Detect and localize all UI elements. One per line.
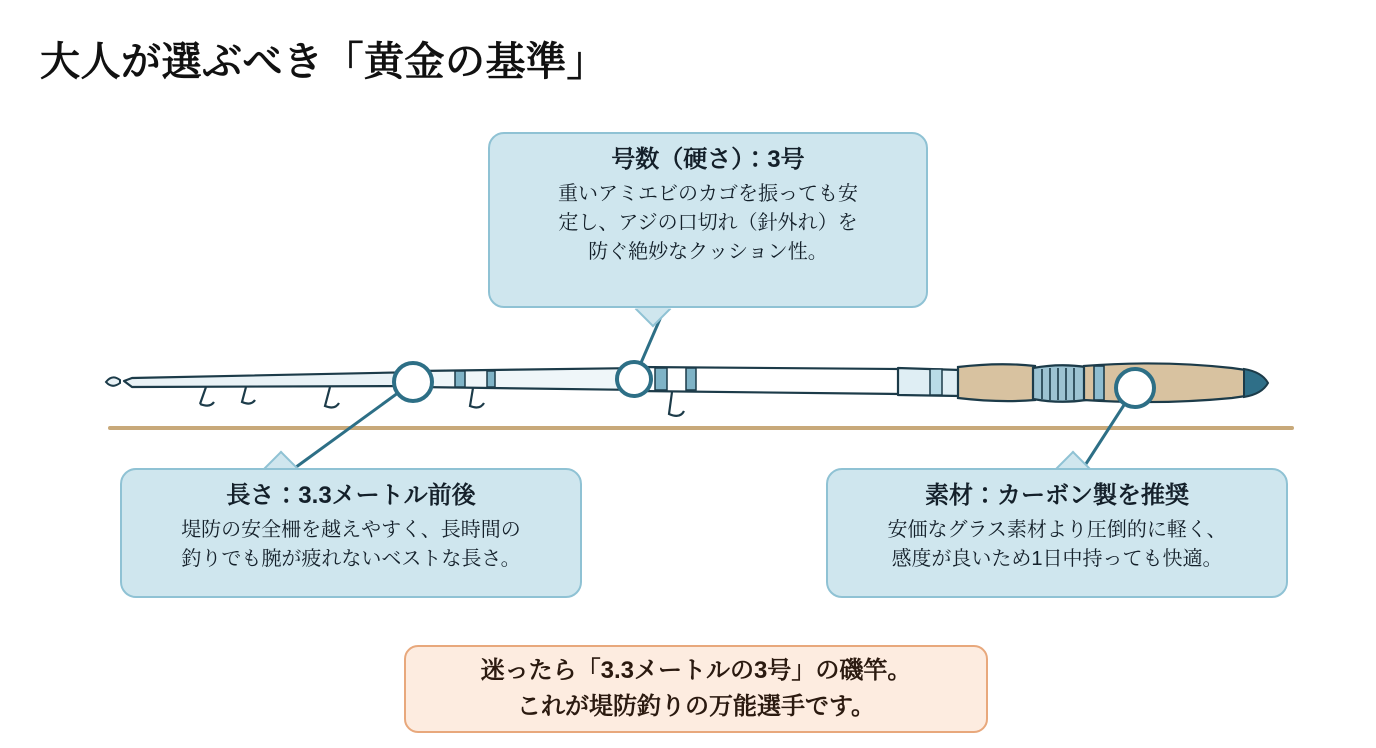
callout-material — [826, 468, 1288, 598]
summary-line-2: これが堤防釣りの万能選手です。 — [516, 693, 876, 720]
callout-length-heading: 長さ：3.3メートル前後 — [226, 482, 476, 509]
summary-box — [404, 645, 988, 733]
marker-hardness — [617, 362, 651, 396]
callout-hardness-line-2: 定し、アジの口切れ（針外れ）を — [558, 212, 858, 235]
callout-hardness-line-1: 重いアミエビのカゴを振っても安 — [558, 183, 858, 206]
summary-line-1: 迷ったら「3.3メートルの3号」の磯竿。 — [480, 657, 912, 684]
callout-length-line-2: 釣りでも腕が疲れないベストな長さ。 — [181, 548, 521, 571]
callout-hardness — [488, 132, 928, 308]
marker-length — [394, 363, 432, 401]
callout-hardness-line-3: 防ぐ絶妙なクッション性。 — [588, 241, 828, 264]
callout-material-line-2: 感度が良いため1日中持っても快適。 — [891, 548, 1223, 571]
marker-material — [1116, 369, 1154, 407]
callout-hardness-heading: 号数（硬さ）：3号 — [611, 146, 805, 173]
callout-material-heading: 素材：カーボン製を推奨 — [925, 482, 1189, 509]
callout-length-line-1: 堤防の安全柵を越えやすく、長時間の — [181, 519, 521, 542]
callout-length — [120, 468, 582, 598]
leader-line-length — [292, 382, 413, 470]
page-title: 大人が選ぶべき「黄金の基準」 — [40, 40, 607, 84]
rod-body — [106, 363, 1268, 415]
leader-line-material — [1082, 388, 1135, 470]
callout-material-line-1: 安価なグラス素材より圧倒的に軽く、 — [887, 519, 1227, 542]
